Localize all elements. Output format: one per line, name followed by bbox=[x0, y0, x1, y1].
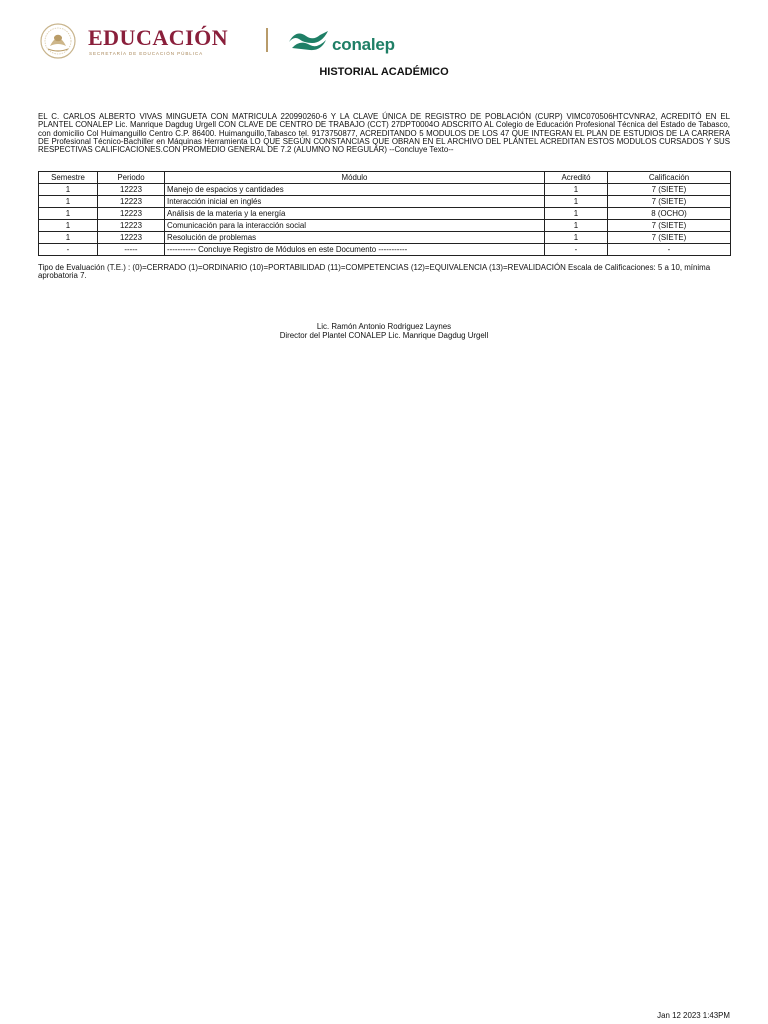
cell-periodo: 12223 bbox=[98, 196, 165, 208]
cell-periodo: 12223 bbox=[98, 232, 165, 244]
grades-table bbox=[38, 171, 731, 256]
header-modulo: Módulo bbox=[165, 172, 545, 184]
signature-block bbox=[0, 322, 768, 340]
cell-calificacion: - bbox=[608, 244, 731, 256]
cell-calificacion: 7 (SIETE) bbox=[608, 184, 731, 196]
table-row bbox=[39, 220, 731, 232]
cell-semestre: 1 bbox=[39, 208, 98, 220]
cell-acredito: 1 bbox=[545, 232, 608, 244]
header-acredito: Acreditó bbox=[545, 172, 608, 184]
cell-semestre: 1 bbox=[39, 220, 98, 232]
table-row bbox=[39, 184, 731, 196]
cell-periodo: 12223 bbox=[98, 208, 165, 220]
cell-periodo: 12223 bbox=[98, 220, 165, 232]
cell-semestre: 1 bbox=[39, 196, 98, 208]
cell-acredito: 1 bbox=[545, 208, 608, 220]
cell-calificacion: 7 (SIETE) bbox=[608, 232, 731, 244]
conalep-logo-icon bbox=[286, 27, 332, 51]
cell-modulo: Comunicación para la interacción social bbox=[165, 220, 545, 232]
cell-modulo: Manejo de espacios y cantidades bbox=[165, 184, 545, 196]
evaluation-note: Tipo de Evaluación (T.E.) : (0)=CERRADO (1)=ORDINARIO (10)=PORTABILIDAD (11)=COMPETENCIAS (12)=EQUIVALENCIA (13)=REVALIDACIÓN Escala de Calificaciones: 5 a 10, mínima aprobatoria 7. bbox=[38, 263, 711, 281]
signer-position: Director del Plantel CONALEP Lic. Manrique Dagdug Urgell bbox=[279, 331, 489, 340]
table-row bbox=[39, 208, 731, 220]
cell-semestre: 1 bbox=[39, 232, 98, 244]
intro-paragraph: EL C. CARLOS ALBERTO VIVAS MINGUETA CON MATRICULA 220990260-6 Y LA CLAVE ÚNICA DE REGISTRO DE POBLACIÓN (CURP) VIMC070506HTCVNRA2, ACREDITÓ EN EL PLANTEL CONALEP Lic. Manrique Dagdug Urgell CON CLAVE DE CENTRO DE TRABAJO (CCT) 27DPT0004O ADSCRITO AL Colegio de Educación Profesional Técnica del Estado de Tabasco, con domicilio Col Huimanguillo Centro C.P. 86400. Huimanguillo,Tabasco tel. 9173750877, ACREDITANDO 5 MODULOS DE LOS 47 QUE INTEGRAN EL PLAN DE ESTUDIOS DE LA CARRERA DE Profesional Técnico-Bachiller en Máquinas Herramienta LO QUE SEGÚN CONSTANCIAS QUE OBRAN EN EL ARCHIVO DEL PLANTEL ACREDITAN ESTOS MODULOS CURSADOS Y SUS RESPECTIVAS CALIFICACIONES.CON PROMEDIO GENERAL DE 7.2 (ALUMNO NO REGULAR) --Concluye Texto-- bbox=[38, 112, 730, 155]
mexico-coat-of-arms-icon bbox=[36, 22, 80, 60]
cell-periodo: 12223 bbox=[98, 184, 165, 196]
cell-modulo: Resolución de problemas bbox=[165, 232, 545, 244]
cell-modulo: Análisis de la materia y la energía bbox=[165, 208, 545, 220]
table-row bbox=[39, 232, 731, 244]
cell-modulo: Interacción inicial en inglés bbox=[165, 196, 545, 208]
logo-divider bbox=[266, 28, 268, 52]
cell-semestre: 1 bbox=[39, 184, 98, 196]
cell-acredito: - bbox=[545, 244, 608, 256]
header-semestre: Semestre bbox=[39, 172, 98, 184]
cell-periodo: ----- bbox=[98, 244, 165, 256]
page-title: HISTORIAL ACADÉMICO bbox=[319, 66, 449, 78]
cell-semestre: - bbox=[39, 244, 98, 256]
document-header bbox=[36, 22, 736, 62]
table-header-row bbox=[39, 172, 731, 184]
cell-acredito: 1 bbox=[545, 184, 608, 196]
signer-name: Lic. Ramón Antonio Rodriguez Laynes bbox=[316, 322, 452, 331]
cell-acredito: 1 bbox=[545, 196, 608, 208]
cell-modulo: ----------- Concluye Registro de Módulos en este Documento ----------- bbox=[165, 244, 545, 256]
cell-acredito: 1 bbox=[545, 220, 608, 232]
header-periodo: Periodo bbox=[98, 172, 165, 184]
header-calificacion: Calificación bbox=[608, 172, 731, 184]
cell-calificacion: 8 (OCHO) bbox=[608, 208, 731, 220]
table-row-end-marker bbox=[39, 244, 731, 256]
cell-calificacion: 7 (SIETE) bbox=[608, 220, 731, 232]
conalep-logo-text: conalep bbox=[332, 35, 395, 54]
cell-calificacion: 7 (SIETE) bbox=[608, 196, 731, 208]
sep-logo-subtitle: SECRETARÍA DE EDUCACIÓN PÚBLICA bbox=[89, 51, 204, 56]
table-row bbox=[39, 196, 731, 208]
sep-logo-text: EDUCACIÓN bbox=[88, 25, 229, 50]
print-timestamp: Jan 12 2023 1:43PM bbox=[657, 1011, 730, 1020]
